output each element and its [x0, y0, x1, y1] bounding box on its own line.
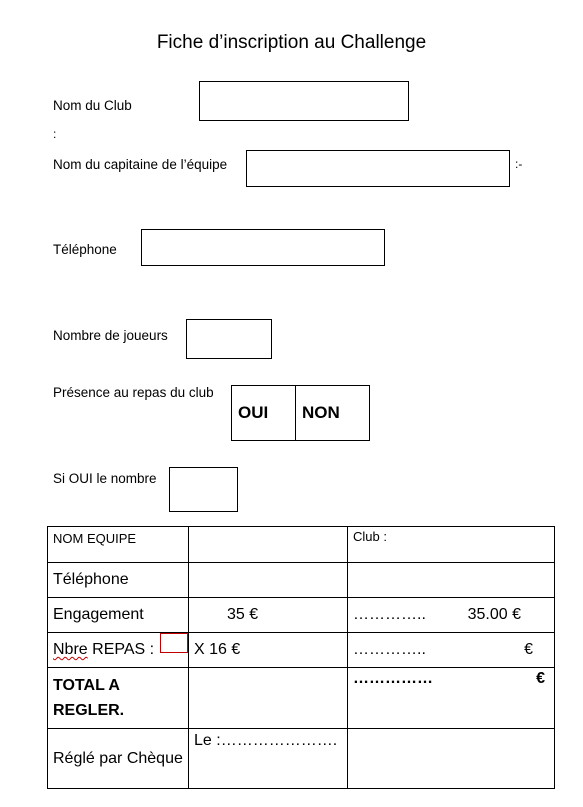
phone-field[interactable] — [141, 229, 385, 266]
club-colon: : — [53, 127, 57, 141]
date-cell[interactable]: Le :…………………. — [189, 729, 348, 789]
meal-attendance-label: Présence au repas du club — [53, 385, 214, 400]
table-row — [48, 668, 555, 729]
payment-table — [47, 526, 555, 789]
meals-euro: € — [524, 641, 533, 658]
fee-total: 35.00 € — [467, 606, 521, 623]
meals-count-input[interactable] — [160, 633, 188, 653]
meal-attendance-choice — [231, 385, 370, 441]
fee-dots: ………….. — [353, 606, 426, 623]
table-row — [48, 527, 555, 563]
meal-count-label: Si OUI le nombre — [53, 471, 157, 486]
meal-yes-option[interactable]: OUI — [232, 386, 296, 440]
club-name-field[interactable] — [199, 81, 409, 121]
club-name-label: Nom du Club — [53, 98, 132, 113]
club-cell[interactable] — [348, 527, 555, 563]
table-row — [48, 563, 555, 598]
phone-cell-right[interactable] — [348, 563, 555, 598]
meals-total-cell — [348, 633, 555, 668]
table-row — [48, 729, 555, 789]
meals-label-rest: REPAS : — [92, 641, 155, 658]
total-euro: € — [536, 670, 545, 687]
phone-row-label: Téléphone — [48, 563, 189, 598]
team-name-cell[interactable] — [189, 527, 348, 563]
club-cell-label: Club : — [353, 529, 387, 544]
phone-label: Téléphone — [53, 242, 117, 257]
form-title: Fiche d’inscription au Challenge — [156, 32, 427, 53]
fee-total-cell — [348, 598, 555, 633]
captain-name-label: Nom du capitaine de l’équipe — [53, 157, 228, 172]
total-dots: …………… — [353, 670, 433, 687]
captain-trailing-mark: :- — [515, 157, 523, 171]
fee-amount: 35 € — [189, 598, 348, 633]
signature-cell[interactable] — [348, 729, 555, 789]
meal-count-field[interactable] — [169, 467, 238, 512]
players-count-field[interactable] — [186, 319, 272, 359]
players-count-label: Nombre de joueurs — [53, 328, 168, 343]
meals-label-word: Nbre — [53, 641, 88, 658]
total-row-label: TOTAL A REGLER. — [48, 668, 189, 729]
total-cell — [348, 668, 555, 729]
meals-multiplier: X 16 € — [189, 633, 348, 668]
table-row — [48, 598, 555, 633]
captain-name-field[interactable] — [246, 150, 510, 187]
fee-row-label: Engagement — [48, 598, 189, 633]
meals-dots: ………….. — [353, 641, 426, 658]
phone-cell[interactable] — [189, 563, 348, 598]
team-name-label: NOM EQUIPE — [48, 527, 189, 563]
total-middle-cell — [189, 668, 348, 729]
table-row — [48, 633, 555, 668]
paid-by-label: Réglé par Chèque — [48, 729, 189, 789]
meal-no-option[interactable]: NON — [302, 403, 340, 422]
